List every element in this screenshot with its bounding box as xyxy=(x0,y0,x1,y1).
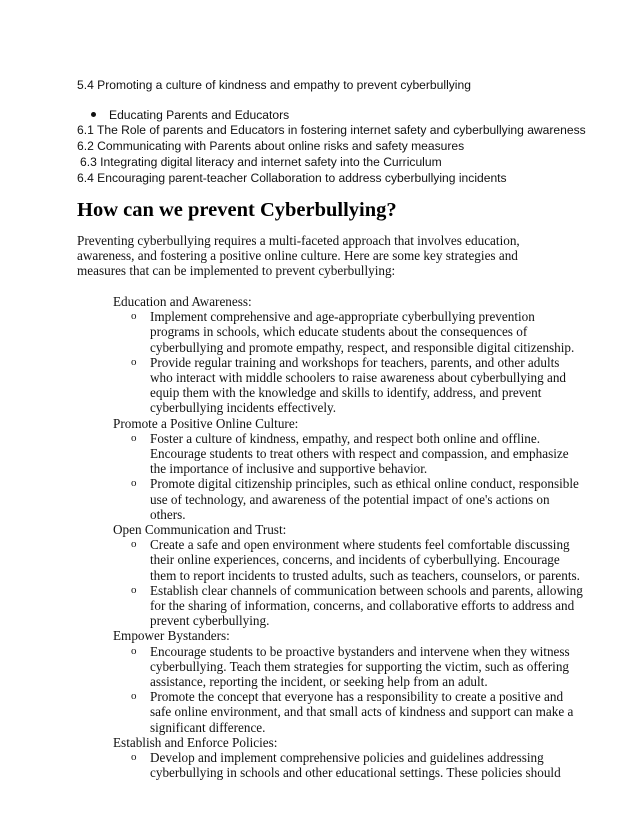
strategy-point-text: Promote the concept that everyone has a responsibility to create a positive and safe online environment, and that small acts of kindness and support can make a significant difference. xyxy=(150,689,574,735)
section-item-6-3: 6.3 Integrating digital literacy and internet safety into the Curriculum xyxy=(80,155,442,169)
strategy-point-text: Encourage students to be proactive bystanders and intervene when they witness cyberbullying. Teach them strategies for supporting the victim, such as offering assistance, reporting the incident, or seeking help from an adult. xyxy=(150,643,570,690)
strategy-point xyxy=(113,644,583,690)
strategy-point-text: Promote digital citizenship principles, such as ethical online conduct, responsible use of technology, and awareness of the potential impact of one's actions on others. xyxy=(150,476,579,522)
section-list xyxy=(77,122,586,186)
strategy-title: Open Communication and Trust: xyxy=(113,522,287,538)
section-heading: How can we prevent Cyberbullying? xyxy=(77,199,397,221)
section-item-6-2: 6.2 Communicating with Parents about online risks and safety measures xyxy=(77,139,465,153)
sub-bullet-marker: o xyxy=(131,538,137,551)
intro-paragraph: Preventing cyberbullying requires a multi-faceted approach that involves education, awareness, and fostering a positive online culture. Here are some key strategies and measures that can be implemented to prevent cyberbullying: xyxy=(77,233,520,279)
bullet-item-label: Educating Parents and Educators xyxy=(109,108,290,122)
section-item-6-4: 6.4 Encouraging parent-teacher Collaboration to address cyberbullying incidents xyxy=(77,171,507,185)
strategy-title: Education and Awareness: xyxy=(113,294,252,309)
strategy-point-text: Create a safe and open environment where students feel comfortable discussing their online experiences, concerns, and incidents of cyberbullying. Encourage them to report incidents to trusted adults, such as teachers, counselors, or parents. xyxy=(150,537,580,583)
strategy-point-text: Provide regular training and workshops for teachers, parents, and other adults who interact with middle schoolers to raise awareness about cyberbullying and equip them with the knowledge and skills to identify, address, and prevent cyberbullying incidents effectively. xyxy=(150,354,567,416)
strategy-point xyxy=(113,355,583,416)
strategy-point xyxy=(113,537,583,583)
strategy-point-text: Develop and implement comprehensive policies and guidelines addressing cyberbullying in schools and other educational settings. These policies should xyxy=(150,750,561,781)
strategy-point xyxy=(113,431,583,477)
strategy-point-text: Establish clear channels of communication between schools and parents, allowing for the sharing of information, concerns, and collaborative efforts to address and prevent cyberbullying. xyxy=(150,582,583,629)
sub-bullet-marker: o xyxy=(131,477,137,490)
strategy-point xyxy=(113,476,583,522)
strategy-point xyxy=(113,689,583,735)
sub-bullet-marker: o xyxy=(131,644,137,657)
sub-bullet-marker: o xyxy=(131,431,137,444)
section-item-6-1: 6.1 The Role of parents and Educators in fostering internet safety and cyberbullying awareness xyxy=(77,123,586,137)
strategy-list xyxy=(113,294,583,781)
sub-bullet-marker: o xyxy=(131,355,137,368)
sub-bullet-marker: o xyxy=(131,310,137,323)
sub-bullet-marker: o xyxy=(131,690,137,703)
sub-bullet-marker: o xyxy=(131,751,137,764)
sub-bullet-marker: o xyxy=(131,583,137,596)
strategy-point-text: Implement comprehensive and age-appropriate cyberbullying prevention programs in schools, which educate students about the consequences of cyberbullying and promote empathy, respect, and responsible digital citizenship. xyxy=(150,309,575,355)
strategy-point xyxy=(113,583,583,629)
strategy-point xyxy=(113,309,583,355)
section-item-5-4: 5.4 Promoting a culture of kindness and empathy to prevent cyberbullying xyxy=(77,78,471,92)
strategy-title: Promote a Positive Online Culture: xyxy=(113,415,299,431)
bullet-dot-icon xyxy=(91,112,96,117)
strategy-point-text: Foster a culture of kindness, empathy, and respect both online and offline. Encourage students to treat others with respect and compassion, and emphasize the importance of inclusive and supportive behavior. xyxy=(150,430,569,477)
bullet-item-educating-parents xyxy=(91,107,289,123)
strategy-title: Empower Bystanders: xyxy=(113,628,230,644)
strategy-title: Establish and Enforce Policies: xyxy=(113,734,278,750)
strategy-point xyxy=(113,750,583,780)
